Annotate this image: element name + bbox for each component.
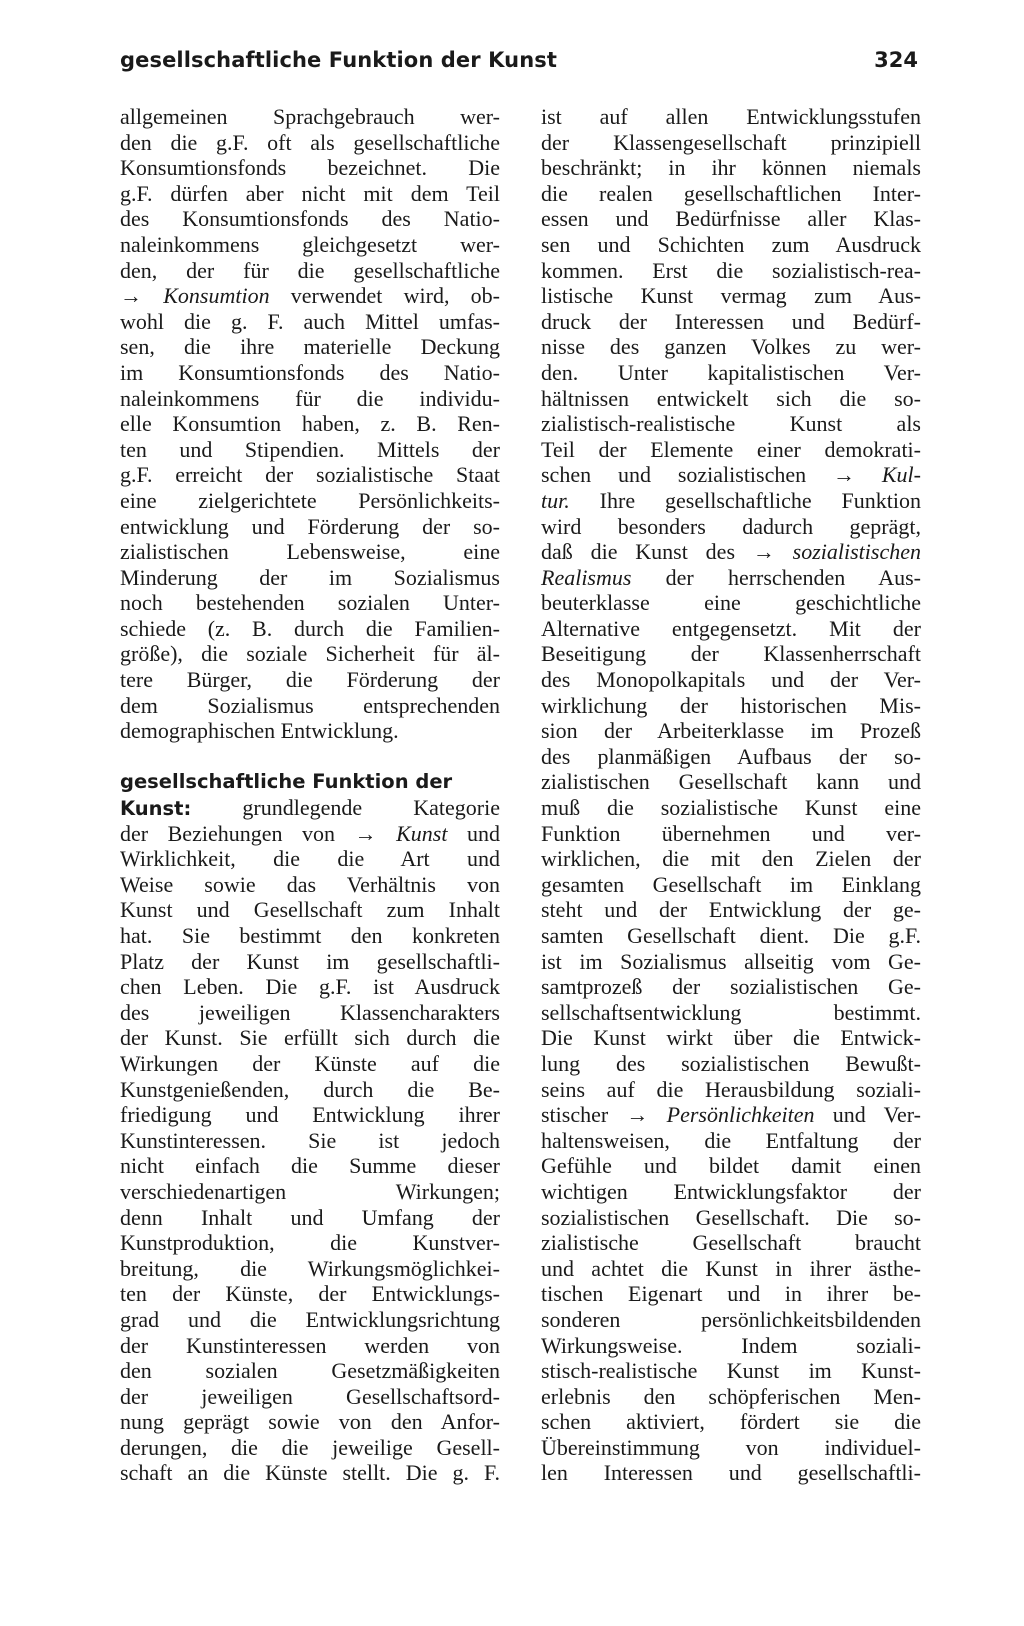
entry-line: samten Gesellschaft dient. Die g.F. [541,923,921,948]
entry-line: stischer → Persönlichkeiten und Ver- [541,1102,922,1128]
entry-line: kommen. Erst die sozialistisch-rea- [541,257,921,283]
entry-line: seins auf die Herausbildung soziali- [541,1076,921,1102]
entry-line: gesamten Gesellschaft im Einklang [541,871,921,897]
continuation-line: den die g.F. oft als gesellschaftliche [120,129,500,155]
entry-definition-start: grundlegende Kategorie [242,795,501,821]
entry-line: Kunstinteressen. Sie ist jedoch [120,1127,500,1153]
continuation-line: eine zielgerichtete Persönlichkeits- [120,487,500,513]
entry-line: derungen, die die jeweilige Gesell- [120,1434,500,1460]
entry-line: tur. Ihre gesellschaftliche Funktion [541,487,921,513]
entry-spacer [120,744,500,770]
continuation-line: allgemeinen Sprachgebrauch wer- [120,104,500,129]
continuation-line: Konsumtionsfonds bezeichnet. Die [120,155,500,181]
entry-line: wichtigen Entwicklungsfaktor der [541,1178,921,1204]
continuation-line: größe), die soziale Sicherheit für äl- [120,641,500,667]
entry-line: der Klassengesellschaft prinzipiell [541,129,921,155]
entry-line: wirklichen, die mit den Zielen der [541,846,921,872]
continuation-line: → Konsumtion verwendet wird, ob- [120,283,500,309]
entry-line: nicht einfach die Summe dieser [120,1153,500,1179]
entry-line: zialistische Gesellschaft braucht [541,1230,921,1256]
entry-line: wird besonders dadurch geprägt, [541,513,921,539]
continuation-line: elle Konsumtion haben, z. B. Ren- [120,411,500,437]
page-header [120,48,918,82]
continuation-line: den, der für die gesellschaftliche [120,257,500,283]
entry-line: Alternative entgegensetzt. Mit der [541,615,921,641]
entry-line: schaft an die Künste stellt. Die g. F. [120,1460,500,1486]
entry-line: druck der Interessen und Bedürf- [541,308,921,334]
entry-line: breitung, die Wirkungsmöglichkei- [120,1255,500,1281]
continuation-line: g.F. erreicht der sozialistische Staat [120,462,500,488]
entry-line: ist auf allen Entwicklungsstufen [541,104,921,129]
entry-line: nung geprägt sowie von den Anfor- [120,1409,500,1435]
entry-headword-continued: Kunst: [120,797,192,821]
entry-line: Die Kunst wirkt über die Entwick- [541,1025,921,1051]
entry-line: sellschaftsentwicklung bestimmt. [541,999,921,1025]
entry-line: der Kunst. Sie erfüllt sich durch die [120,1025,500,1051]
entry-line: grad und die Entwicklungsrichtung [120,1306,500,1332]
entry-line: Wirkungsweise. Indem soziali- [541,1332,921,1358]
entry-line: Wirkungen der Künste auf die [120,1050,500,1076]
entry-line: den sozialen Gesetzmäßigkeiten [120,1358,500,1384]
continuation-line: wohl die g. F. auch Mittel umfas- [120,308,500,334]
entry-line: des jeweiligen Klassencharakters [120,999,500,1025]
entry-line: daß die Kunst des → sozialistischen [541,539,921,565]
entry-line: sonderen persönlichkeitsbildenden [541,1306,921,1332]
entry-line: wirklichung der historischen Mis- [541,692,921,718]
entry-line: sen und Schichten zum Ausdruck [541,231,921,257]
left-column [120,104,500,1486]
entry-line: tischen Eigenart und in ihrer be- [541,1281,921,1307]
entry-line: und achtet die Kunst in ihrer ästhe- [541,1255,921,1281]
entry-line: chen Leben. Die g.F. ist Ausdruck [120,974,500,1000]
entry-line: beschränkt; in ihr können niemals [541,155,921,181]
entry-line: zialistischen Gesellschaft kann und [541,769,921,795]
continuation-line: naleinkommens für die individu- [120,385,500,411]
entry-line: Gefühle und bildet damit einen [541,1153,921,1179]
entry-line: denn Inhalt und Umfang der [120,1204,500,1230]
entry-line: hältnissen entwickelt sich die so- [541,385,921,411]
entry-line: Teil der Elemente einer demokrati- [541,436,921,462]
entry-line: Übereinstimmung von individuel- [541,1434,921,1460]
page-number: 324 [874,48,918,72]
entry-line: sozialistischen Gesellschaft. Die so- [541,1204,921,1230]
continuation-line: sen, die ihre materielle Deckung [120,334,500,360]
entry-line: Weise sowie das Verhältnis von [120,871,500,897]
entry-first-line [120,795,500,821]
entry-line: schen aktiviert, fördert sie die [541,1409,921,1435]
entry-headword: gesellschaftliche Funktion der [120,770,453,794]
entry-line: erlebnis den schöpferischen Men- [541,1383,921,1409]
entry-line: des planmäßigen Aufbaus der so- [541,743,921,769]
continuation-line: entwicklung und Förderung der so- [120,513,500,539]
running-head: gesellschaftliche Funktion der Kunst [120,48,557,72]
entry-line: steht und der Entwicklung der ge- [541,897,921,923]
entry-line: den. Unter kapitalistischen Ver- [541,359,921,385]
entry-line: ten der Künste, der Entwicklungs- [120,1281,500,1307]
entry-line: ist im Sozialismus allseitig vom Ge- [541,948,921,974]
continuation-line: tere Bürger, die Förderung der [120,667,500,693]
continuation-line: zialistischen Lebensweise, eine [120,539,500,565]
entry-line: haltensweisen, die Entfaltung der [541,1127,921,1153]
entry-line: verschiedenartigen Wirkungen; [120,1178,500,1204]
continuation-line: dem Sozialismus entsprechenden [120,692,500,718]
entry-line: der Beziehungen von → Kunst und [120,820,501,846]
continuation-line: g.F. dürfen aber nicht mit dem Teil [120,180,500,206]
entry-line: zialistisch-realistische Kunst als [541,411,921,437]
right-column [541,104,921,1486]
entry-line: len Interessen und gesellschaftli- [541,1460,921,1486]
entry-line: listische Kunst vermag zum Aus- [541,283,921,309]
continuation-line: naleinkommens gleichgesetzt wer- [120,231,500,257]
entry-line: stisch-realistische Kunst im Kunst- [541,1358,921,1384]
continuation-line: ten und Stipendien. Mittels der [120,436,500,462]
entry-line: Wirklichkeit, die die Art und [120,846,500,872]
entry-line: Funktion übernehmen und ver- [541,820,921,846]
entry-line: des Monopolkapitals und der Ver- [541,667,921,693]
continuation-line: im Konsumtionsfonds des Natio- [120,359,500,385]
entry-line: muß die sozialistische Kunst eine [541,795,921,821]
entry-line: Realismus der herrschenden Aus- [541,564,921,590]
entry-line: samtprozeß der sozialistischen Ge- [541,974,921,1000]
entry-line: friedigung und Entwicklung ihrer [120,1102,500,1128]
entry-line: der Kunstinteressen werden von [120,1332,500,1358]
entry-line: sion der Arbeiterklasse im Prozeß [541,718,921,744]
entry-line: Beseitigung der Klassenherrschaft [541,641,921,667]
entry-line: Platz der Kunst im gesellschaftli- [120,948,500,974]
continuation-line: schiede (z. B. durch die Familien- [120,615,500,641]
entry-line: Kunstproduktion, die Kunstver- [120,1230,500,1256]
entry-line: schen und sozialistischen → Kul- [541,462,921,488]
entry-line: Kunst und Gesellschaft zum Inhalt [120,897,500,923]
continuation-line: noch bestehenden sozialen Unter- [120,590,500,616]
entry-line: der jeweiligen Gesellschaftsord- [120,1383,500,1409]
continuation-line: Minderung der im Sozialismus [120,564,500,590]
entry-line: beuterklasse eine geschichtliche [541,590,921,616]
continuation-line: demographischen Entwicklung. [120,718,399,744]
entry-line: Kunstgenießenden, durch die Be- [120,1076,500,1102]
entry-line: die realen gesellschaftlichen Inter- [541,180,921,206]
entry-line: nisse des ganzen Volkes zu wer- [541,334,921,360]
entry-line: lung des sozialistischen Bewußt- [541,1050,921,1076]
entry-line: hat. Sie bestimmt den konkreten [120,923,500,948]
continuation-line: des Konsumtionsfonds des Natio- [120,206,500,232]
entry-line: essen und Bedürfnisse aller Klas- [541,206,921,232]
